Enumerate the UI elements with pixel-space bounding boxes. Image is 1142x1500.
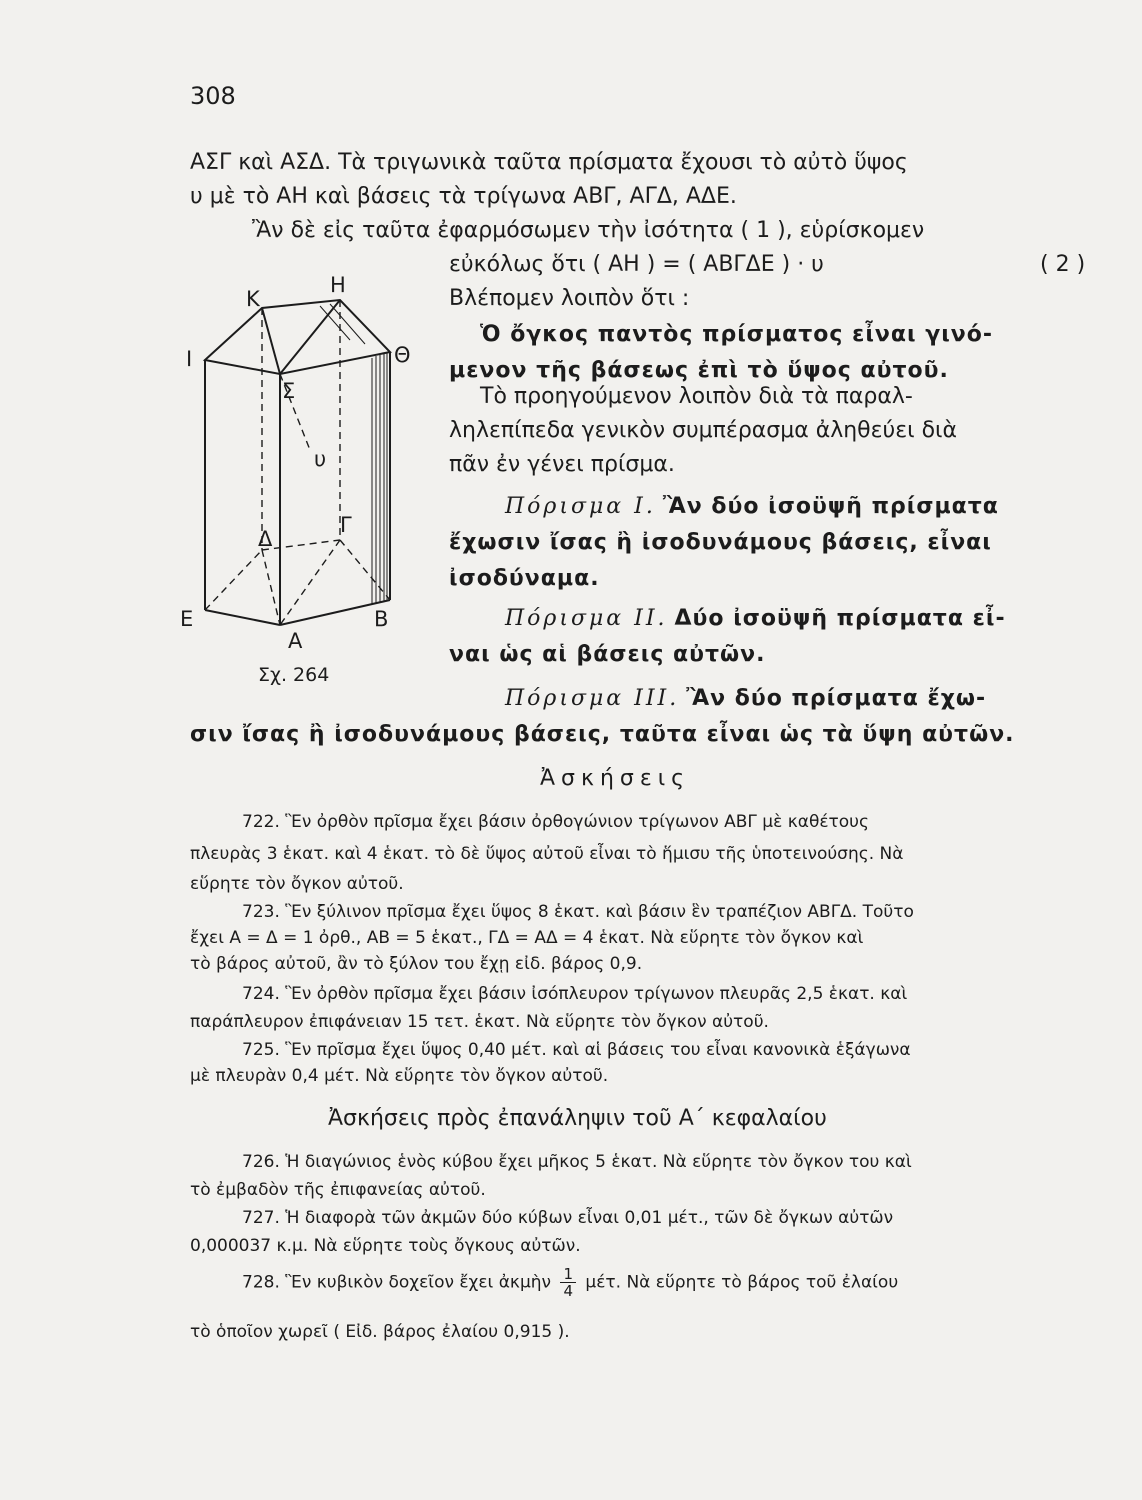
- label-A: Α: [288, 629, 303, 653]
- exercise-728-text-a: 728. Ἓν κυβικὸν δοχεῖον ἔχει ἀκμὴν: [242, 1272, 552, 1293]
- hidden-edge-Gamma-B: [340, 540, 390, 600]
- intro-line-1: [190, 150, 1105, 175]
- volume-formula: εὐκόλως ὅτι ( ΑΗ ) = ( ΑΒΓΔΕ ) · υ: [449, 252, 824, 277]
- porisma-3-line-1: [505, 686, 986, 711]
- fraction-one-quarter: [560, 1266, 576, 1299]
- porisma-1-line-1: [505, 494, 999, 519]
- label-Gamma: Γ: [340, 513, 352, 537]
- prism-figure: [180, 270, 430, 670]
- intro-line-1-text: ΑΣΓ καὶ ΑΣΔ. Τὰ τριγωνικὰ ταῦτα πρίσματα ἔχουσι τὸ αὐτὸ ὕψος: [190, 150, 908, 175]
- prism-edges: [205, 300, 390, 625]
- exercise-723-line-3: τὸ βάρος αὐτοῦ, ἂν τὸ ξύλον του ἔχῃ εἰδ. βάρος 0,9.: [190, 954, 643, 974]
- porisma-2-label: Πόρισμα ΙΙ.: [505, 606, 668, 631]
- label-B: Β: [374, 607, 389, 631]
- formula-number: ( 2 ): [1040, 252, 1086, 277]
- porisma-3-line-2: σιν ἴσας ἢ ἰσοδυνάμους βάσεις, ταῦτα εἶναι ὡς τὰ ὕψη αὐτῶν.: [190, 722, 1015, 747]
- exercise-725-line-1: 725. Ἓν πρῖσμα ἔχει ὕψος 0,40 μέτ. καὶ αἱ βάσεις του εἶναι κανονικὰ ἑξάγωνα: [242, 1040, 911, 1060]
- exercise-724-line-2: παράπλευρον ἐπιφάνειαν 15 τετ. ἑκατ. Νὰ εὕρητε τὸν ὄγκον αὐτοῦ.: [190, 1012, 769, 1032]
- porisma-1-label: Πόρισμα Ι.: [505, 494, 656, 519]
- intro-line-2: υ μὲ τὸ ΑΗ καὶ βάσεις τὰ τρίγωνα ΑΒΓ, ΑΓΔ, ΑΔΕ.: [190, 184, 737, 209]
- top-base: [205, 300, 390, 374]
- exercise-723-line-1: 723. Ἓν ξύλινον πρῖσμα ἔχει ὕψος 8 ἑκατ. καὶ βάσιν ἓν τραπέζιον ΑΒΓΔ. Τοῦτο: [242, 902, 914, 922]
- hidden-edges: [205, 300, 390, 625]
- hidden-diag-Delta-A: [262, 550, 280, 625]
- exercise-728-text-b: μέτ. Νὰ εὕρητε τὸ βάρος τοῦ ἐλαίου: [585, 1272, 899, 1293]
- review-heading: Ἀσκήσεις πρὸς ἐπανάληψιν τοῦ Α΄ κεφαλαίου: [328, 1106, 827, 1131]
- page-number: 308: [190, 82, 236, 110]
- porisma-1-text-1: Ἂν δύο ἰσοϋψῆ πρίσματα: [662, 494, 999, 519]
- exercise-726-line-2: τὸ ἐμβαδὸν τῆς ἐπιφανείας αὐτοῦ.: [190, 1180, 486, 1200]
- general-line-3: πᾶν ἐν γένει πρίσμα.: [449, 452, 675, 477]
- exercise-723-line-2: ἔχει Α = Δ = 1 ὀρθ., ΑΒ = 5 ἑκατ., ΓΔ = ΑΔ = 4 ἑκατ. Νὰ εὕρητε τὸν ὄγκον καὶ: [190, 928, 864, 948]
- label-upsilon: υ: [314, 447, 327, 471]
- hidden-diag-Gamma-A: [280, 540, 340, 625]
- label-I: Ι: [186, 347, 193, 371]
- porisma-2-line-1: [505, 606, 1006, 631]
- porisma-2-text-1: Δύο ἰσοϋψῆ πρίσματα εἶ-: [674, 606, 1006, 631]
- top-diagonal-1: [262, 308, 280, 374]
- intro-line-5: Βλέπομεν λοιπὸν ὅτι :: [449, 286, 690, 311]
- hidden-edge-Delta-Gamma: [262, 540, 340, 550]
- shading-hatch: [320, 304, 387, 604]
- porisma-3-label: Πόρισμα ΙΙΙ.: [505, 686, 680, 711]
- general-line-1: Τὸ προηγούμενον λοιπὸν διὰ τὰ παραλ-: [480, 384, 913, 409]
- hidden-edge-E-Delta: [205, 550, 262, 610]
- theorem-line-2: μενον τῆς βάσεως ἐπὶ τὸ ὕψος αὐτοῦ.: [449, 358, 949, 383]
- exercise-722-line-1: 722. Ἓν ὀρθὸν πρῖσμα ἔχει βάσιν ὀρθογώνιον τρίγωνον ΑΒΓ μὲ καθέτους: [242, 812, 869, 832]
- label-Theta: Θ: [394, 343, 411, 367]
- general-line-2: ληλεπίπεδα γενικὸν συμπέρασμα ἀληθεύει διὰ: [449, 418, 957, 443]
- exercise-724-line-1: 724. Ἓν ὀρθὸν πρῖσμα ἔχει βάσιν ἰσόπλευρον τρίγωνον πλευρᾶς 2,5 ἑκατ. καὶ: [242, 984, 908, 1004]
- label-Sigma: Σ: [282, 379, 296, 403]
- label-K: Κ: [246, 287, 260, 311]
- label-Delta: Δ: [258, 527, 273, 551]
- edge-E-A: [205, 610, 280, 625]
- exercise-727-line-1: 727. Ἡ διαφορὰ τῶν ἀκμῶν δύο κύβων εἶναι 0,01 μέτ., τῶν δὲ ὄγκων αὐτῶν: [242, 1208, 894, 1228]
- exercise-728-line-1: [242, 1266, 898, 1299]
- fraction-denominator: 4: [563, 1282, 573, 1300]
- intro-line-3: Ἂν δὲ εἰς ταῦτα ἐφαρμόσωμεν τὴν ἰσότητα ( 1 ), εὑρίσκομεν: [252, 218, 925, 243]
- porisma-2-line-2: ναι ὡς αἱ βάσεις αὐτῶν.: [449, 642, 766, 667]
- porisma-1-line-2: ἔχωσιν ἴσας ἢ ἰσοδυνάμους βάσεις, εἶναι: [449, 530, 992, 555]
- porisma-1-line-3: ἰσοδύναμα.: [449, 566, 600, 591]
- exercise-728-line-2: τὸ ὁποῖον χωρεῖ ( Εἰδ. βάρος ἐλαίου 0,915 ).: [190, 1322, 570, 1342]
- exercise-726-line-1: 726. Ἡ διαγώνιος ἑνὸς κύβου ἔχει μῆκος 5 ἑκατ. Νὰ εὕρητε τὸν ὄγκον του καὶ: [242, 1152, 912, 1172]
- exercise-722-line-3: εὕρητε τὸν ὄγκον αὐτοῦ.: [190, 874, 404, 894]
- exercise-727-line-2: 0,000037 κ.μ. Νὰ εὕρητε τοὺς ὄγκους αὐτῶν.: [190, 1236, 581, 1256]
- label-E: Ε: [180, 607, 194, 631]
- exercise-722-line-2: πλευρὰς 3 ἑκατ. καὶ 4 ἑκατ. τὸ δὲ ὕψος αὐτοῦ εἶναι τὸ ἥμισυ τῆς ὑποτεινούσης. Νὰ: [190, 844, 904, 864]
- exercise-725-line-2: μὲ πλευρὰν 0,4 μέτ. Νὰ εὕρητε τὸν ὄγκον αὐτοῦ.: [190, 1066, 609, 1086]
- theorem-line-1: Ὁ ὄγκος παντὸς πρίσματος εἶναι γινό-: [480, 322, 994, 347]
- exercises-heading: Ἀσκήσεις: [540, 766, 691, 791]
- label-H: Η: [330, 273, 346, 297]
- fraction-numerator: 1: [560, 1266, 576, 1283]
- porisma-3-text-1: Ἂν δύο πρίσματα ἔχω-: [686, 686, 987, 711]
- figure-caption: Σχ. 264: [258, 664, 330, 686]
